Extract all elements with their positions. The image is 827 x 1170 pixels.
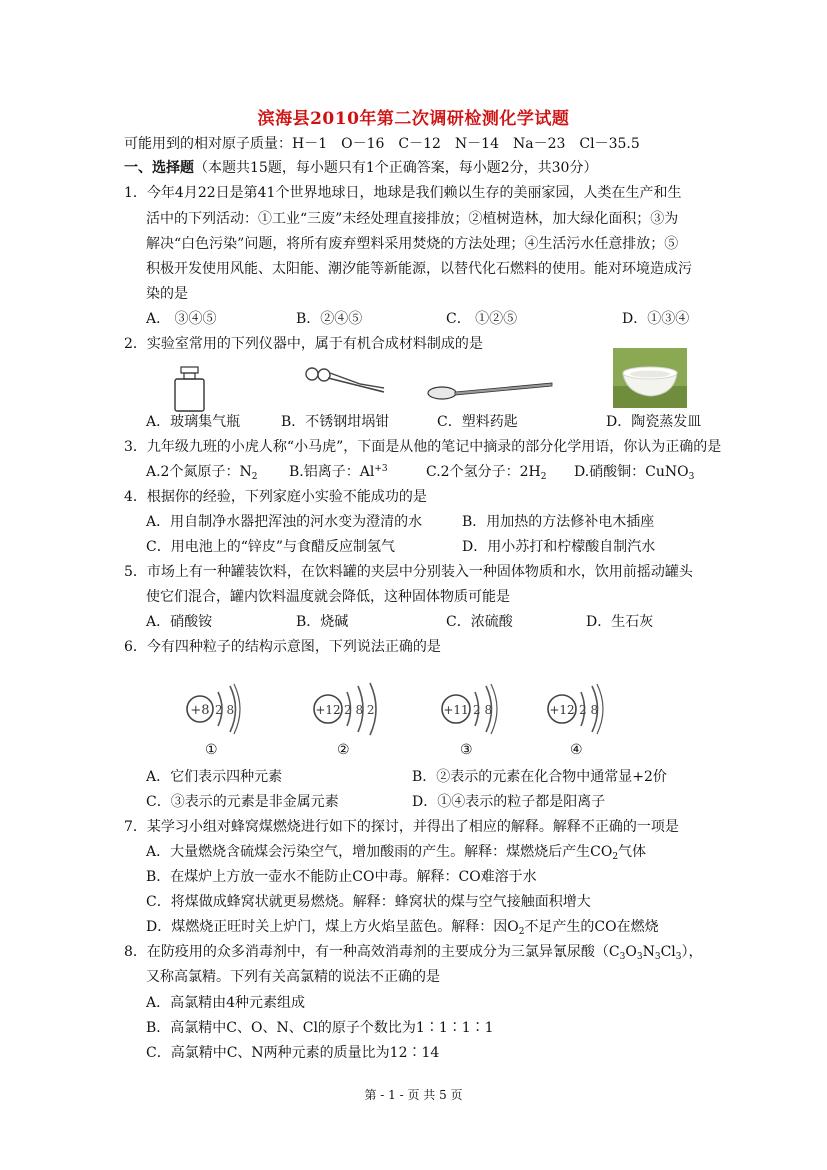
section-note: （本题共15题，每小题只有1个正确答案，每小题2分，共30分） xyxy=(194,160,598,176)
q5-line-2: 使它们混合，罐内饮料温度就会降低，这种固体物质可能是 xyxy=(146,589,510,605)
q3-option-c-text: C.2个氢分子：2H xyxy=(426,464,541,480)
q1-option-c: C． ①②⑤ xyxy=(446,311,518,327)
q2-option-a: A．玻璃集气瓶 xyxy=(146,414,241,430)
q8-line-2: 又称高氯精。下列有关高氯精的说法不正确的是 xyxy=(146,969,440,985)
q1-line-4: 积极开发使用风能、太阳能、潮汐能等新能源，以替代化石燃料的使用。能对环境造成污 xyxy=(146,261,692,277)
atom-label-2: ② xyxy=(337,742,350,758)
q3-option-a xyxy=(146,462,257,482)
q8-formula-6: Cl xyxy=(660,944,676,960)
q3-option-c xyxy=(426,462,546,482)
q5-option-c: C．浓硫酸 xyxy=(446,614,513,630)
q8-option-c: C．高氯精中C、N两种元素的质量比为12∶14 xyxy=(146,1045,440,1061)
atom-label-3: ③ xyxy=(460,742,473,758)
atom-label-4: ④ xyxy=(570,742,583,758)
q5-option-b: B．烧碱 xyxy=(296,614,349,630)
q3-option-b-sup: +3 xyxy=(374,464,388,474)
q3-option-d xyxy=(574,462,694,482)
atom-label-1: ① xyxy=(205,742,218,758)
q7-option-b: B．在煤炉上方放一壶水不能防止CO中毒。解释：CO难溶于水 xyxy=(146,869,537,885)
atom-2-shells: 2 8 2 xyxy=(344,703,375,717)
q6-option-b: B．②表示的元素在化合物中通常显+2价 xyxy=(412,769,667,785)
atom-3-shells: 2 8 xyxy=(473,703,493,717)
atom-3-nucleus: +11 xyxy=(443,703,469,717)
page-footer: 第 - 1 - 页 共 5 页 xyxy=(364,1088,463,1102)
q7-option-d-tail: 不足产生的CO在燃烧 xyxy=(524,919,659,935)
atom-4-nucleus: +12 xyxy=(549,703,575,717)
q3-option-d-sub: 3 xyxy=(688,472,695,482)
q8-option-a: A．高氯精由4种元素组成 xyxy=(146,995,306,1011)
q7-option-a xyxy=(146,842,646,862)
q1-line-1: 1．今年4月22日是第41个世界地球日，地球是我们赖以生存的美丽家园，人类在生产和生 xyxy=(124,185,682,201)
atom-diagram-4 xyxy=(540,680,620,738)
q5-option-d: D．生石灰 xyxy=(586,614,654,630)
q4-option-b: B．用加热的方法修补电木插座 xyxy=(462,514,655,530)
q3-option-b-text: B.铝离子：Al xyxy=(289,464,375,480)
q7-stem: 7．某学习小组对蜂窝煤燃烧进行如下的探讨，并得出了相应的解释。解释不正确的一项是 xyxy=(124,819,679,835)
q3-option-a-text: A.2个氮原子：N xyxy=(146,464,252,480)
crucible-tongs-image xyxy=(300,364,386,396)
q1-line-2: 活中的下列活动：①工业“三废”未经处理直接排放；②植树造林，加大绿化面积；③为 xyxy=(146,211,679,227)
q3-option-d-text: D.硝酸铜：CuNO xyxy=(574,464,689,480)
atom-1-shells: 2 8 xyxy=(215,703,235,717)
gas-bottle-image xyxy=(170,366,210,412)
q5-option-a: A．硝酸铵 xyxy=(146,614,213,630)
q4-option-c: C．用电池上的“锌皮”与食醋反应制氢气 xyxy=(146,539,396,555)
q1-line-3: 解决“白色污染”问题，将所有废弃塑料采用焚烧的方法处理；④生活污水任意排放；⑤ xyxy=(146,236,679,252)
atom-1-nucleus: +8 xyxy=(190,703,210,718)
page-title: 滨海县2010年第二次调研检测化学试题 xyxy=(257,109,570,129)
q2-option-b: B．不锈钢坩埚钳 xyxy=(281,414,390,430)
q8-formula-5: 3 xyxy=(654,952,661,962)
q4-option-d: D．用小苏打和柠檬酸自制汽水 xyxy=(462,539,656,555)
q8-stem-text: 8．在防疫用的众多消毒剂中，有一种高效消毒剂的主要成分为三氯异氰尿酸（C xyxy=(124,944,620,960)
q4-stem: 4．根据你的经验，下列家庭小实验不能成功的是 xyxy=(124,489,427,505)
q1-option-a: A． ③④⑤ xyxy=(146,311,217,327)
q6-option-c: C．③表示的元素是非金属元素 xyxy=(146,794,339,810)
q5-line-1: 5．市场上有一种罐装饮料，在饮料罐的夹层中分别装入一种固体物质和水，饮用前摇动罐头 xyxy=(124,564,693,580)
q7-option-a-tail: 气体 xyxy=(618,844,647,860)
q3-stem: 3．九年级九班的小虎人称“小马虎”，下面是从他的笔记中摘录的部分化学用语，你认为正确的是 xyxy=(124,439,722,455)
atomic-masses: 可能用到的相对原子质量：H－1 O－16 C－12 N－14 Na－23 Cl－35.5 xyxy=(124,136,640,152)
q7-option-d-sub: 2 xyxy=(518,927,525,937)
q8-formula-3: 3 xyxy=(636,952,643,962)
q6-option-a: A．它们表示四种元素 xyxy=(146,769,283,785)
q3-option-b xyxy=(289,462,388,482)
q6-option-d: D．①④表示的粒子都是阳离子 xyxy=(412,794,606,810)
q2-option-d: D．陶瓷蒸发皿 xyxy=(606,414,702,430)
atom-4-shells: 2 8 xyxy=(579,703,599,717)
atom-diagram-1 xyxy=(180,680,260,738)
q8-option-b: B．高氯精中C、O、N、Cl的原子个数比为1∶1∶1∶1 xyxy=(146,1020,494,1036)
q6-stem: 6．今有四种粒子的结构示意图，下列说法正确的是 xyxy=(124,639,441,655)
q1-option-b: B．②④⑤ xyxy=(296,311,363,327)
q7-option-a-sub: 2 xyxy=(612,852,619,862)
q7-option-d xyxy=(146,917,659,937)
atom-2-nucleus: +12 xyxy=(315,703,341,717)
section-title: 一、选择题 xyxy=(124,160,194,176)
q2-option-c: C．塑料药匙 xyxy=(437,414,518,430)
q3-option-a-sub: 2 xyxy=(251,472,258,482)
q8-formula-7: 3 xyxy=(675,952,682,962)
q8-stem xyxy=(124,942,703,962)
q7-option-a-text: A．大量燃烧含硫煤会污染空气，增加酸雨的产生。解释：煤燃烧后产生CO xyxy=(146,844,613,860)
q1-option-d: D．①③④ xyxy=(622,311,690,327)
plastic-spoon-image xyxy=(426,378,556,404)
atom-diagram-3 xyxy=(436,680,516,738)
q3-option-c-sub: 2 xyxy=(540,472,547,482)
q8-stem-tail: ）， xyxy=(681,944,703,960)
section-heading xyxy=(124,158,597,178)
atom-diagram-2 xyxy=(308,680,398,738)
q8-formula-4: N xyxy=(642,944,655,960)
q4-option-a: A．用自制净水器把浑浊的河水变为澄清的水 xyxy=(146,514,423,530)
q8-formula-2: O xyxy=(625,944,637,960)
q2-stem: 2．实验室常用的下列仪器中，属于有机合成材料制成的是 xyxy=(124,336,483,352)
q8-formula-1: 3 xyxy=(619,952,626,962)
q7-option-d-text: D．煤燃烧正旺时关上炉门，煤上方火焰呈蓝色。解释：因O xyxy=(146,919,519,935)
evaporating-dish-image xyxy=(613,348,687,408)
q7-option-c: C．将煤做成蜂窝状就更易燃烧。解释：蜂窝状的煤与空气接触面积增大 xyxy=(146,894,591,910)
q1-line-5: 染的是 xyxy=(146,286,188,302)
